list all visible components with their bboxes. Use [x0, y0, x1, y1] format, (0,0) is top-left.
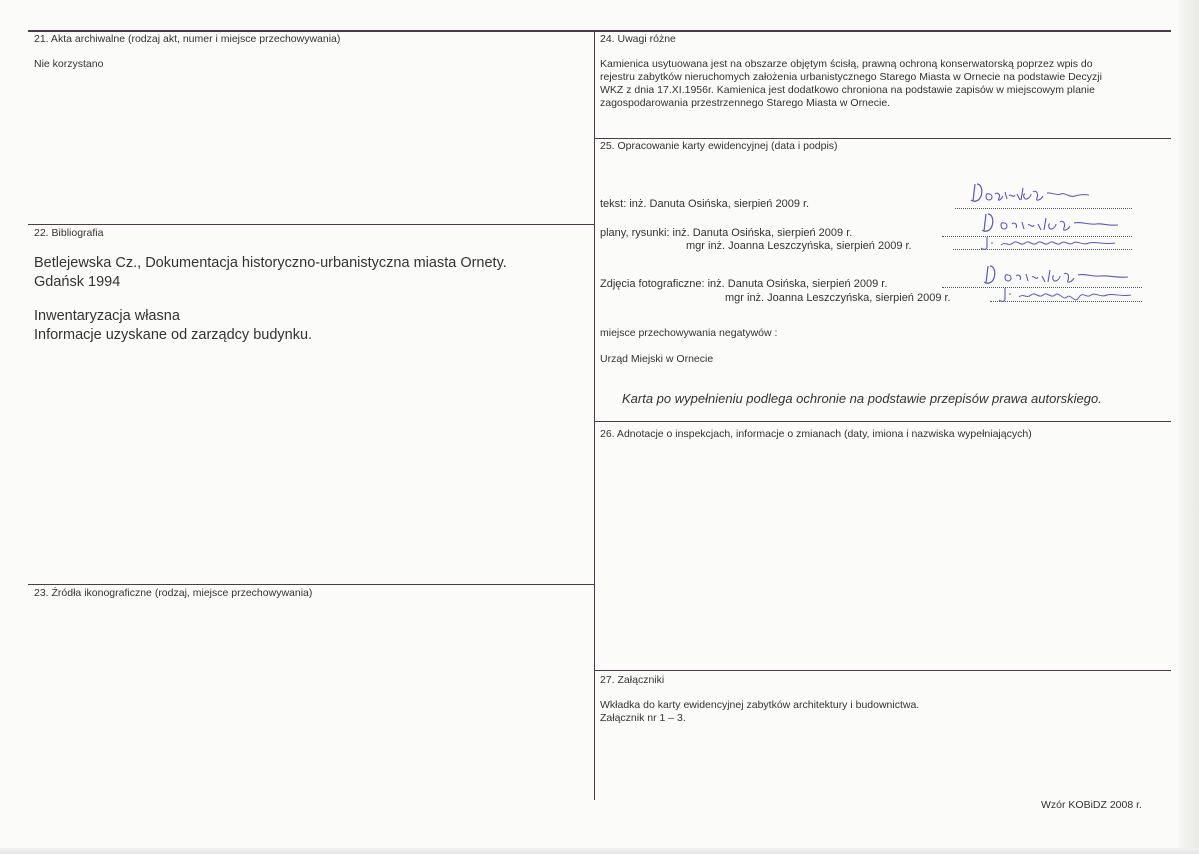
- remarks-line: Kamienica usytuowana jest na obszarze objętym ścisłą, prawną ochroną konserwatorską poprzez wpis do: [600, 58, 1093, 70]
- rule-27: [594, 670, 1171, 671]
- attachment-line: Załącznik nr 1 – 3.: [600, 712, 686, 724]
- rule-22: [28, 224, 594, 225]
- signature-leszczynska-icon: [975, 233, 1140, 253]
- section-25-header: 25. Opracowanie karty ewidencyjnej (data i podpis): [600, 140, 838, 152]
- bibliography-entry: Inwentaryzacja własna: [34, 308, 180, 324]
- bibliography-entry: Informacje uzyskane od zarządcy budynku.: [34, 327, 313, 343]
- top-rule: [28, 30, 1171, 32]
- remarks-line: rejestru zabytków nieruchomych założenia urbanistycznego Starego Miasta w Ornecie na podstawie Decyzji: [600, 71, 1102, 83]
- paper-edge: [1179, 0, 1199, 854]
- signature-leszczynska-icon: [995, 285, 1145, 307]
- section-21-value: Nie korzystano: [34, 58, 104, 70]
- bibliography-entry: Gdańsk 1994: [34, 274, 121, 290]
- section-27-header: 27. Załączniki: [600, 674, 665, 686]
- section-23-header: 23. Źródła ikonograficzne (rodzaj, miejsce przechowywania): [34, 587, 313, 599]
- bibliography-entry: Betlejewska Cz., Dokumentacja historyczno-urbanistyczna miasta Ornety.: [34, 255, 507, 271]
- photos-author-2: mgr inż. Joanna Leszczyńska, sierpień 2009 r.: [725, 292, 951, 304]
- rule-23: [28, 584, 594, 585]
- center-divider: [594, 30, 595, 800]
- section-24-header: 24. Uwagi różne: [600, 33, 676, 45]
- rule-26: [594, 421, 1171, 422]
- drawings-author-1: plany, rysunki: inż. Danuta Osińska, sierpień 2009 r.: [600, 227, 853, 239]
- attachment-line: Wkładka do karty ewidencyjnej zabytków architektury i budownictwa.: [600, 699, 920, 711]
- drawings-author-2: mgr inż. Joanna Leszczyńska, sierpień 2009 r.: [686, 240, 912, 252]
- negatives-label: miejsce przechowywania negatywów :: [600, 327, 778, 339]
- photos-author-1: Zdjęcia fotograficzne: inż. Danuta Osińska, sierpień 2009 r.: [600, 278, 888, 290]
- section-22-header: 22. Bibliografia: [34, 227, 104, 239]
- section-26-header: 26. Adnotacje o inspekcjach, informacje o zmianach (daty, imiona i nazwiska wypełniających): [600, 428, 1032, 440]
- remarks-line: WKZ z dnia 17.XI.1956r. Kamienica jest dodatkowo chroniona na podstawie zapisów w miejscowym planie: [600, 84, 1095, 96]
- remarks-line: zagospodarowania przestrzennego Starego Miasta w Ornecie.: [600, 97, 891, 109]
- signature-osinska-icon: [965, 180, 1135, 208]
- rule-25: [594, 138, 1171, 139]
- section-21-header: 21. Akta archiwalne (rodzaj akt, numer i miejsce przechowywania): [34, 33, 341, 45]
- copyright-note: Karta po wypełnieniu podlega ochronie na podstawie przepisów prawa autorskiego.: [622, 391, 1102, 406]
- template-version: Wzór KOBiDZ 2008 r.: [1041, 799, 1142, 811]
- paper-edge-bottom: [0, 848, 1199, 854]
- negatives-location: Urząd Miejski w Ornecie: [600, 353, 714, 365]
- text-author: tekst: inż. Danuta Osińska, sierpień 2009 r.: [600, 198, 810, 210]
